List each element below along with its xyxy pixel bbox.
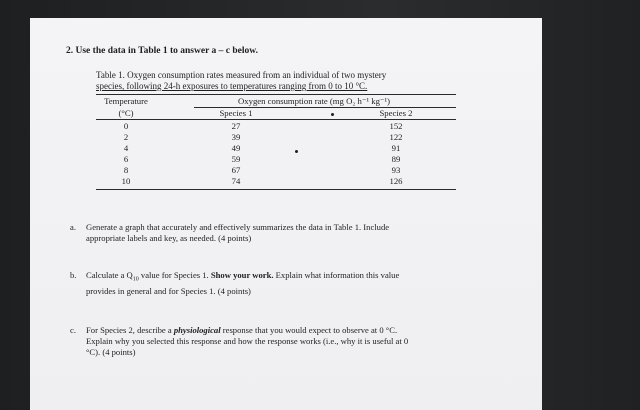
cell-species-2: 93 [391,165,401,175]
header-species-1: Species 1 [219,108,253,118]
cell-species-2: 122 [389,132,403,142]
part-b-pre: Calculate a Q [86,270,133,280]
part-b-mid: value for Species 1. [138,270,211,280]
part-b-post: Explain what information this value [273,270,400,280]
header-bottom-rule [96,119,456,120]
table-caption-line1: Table 1. Oxygen consumption rates measured from an individual of two mystery [96,70,387,80]
table-caption [96,70,456,92]
header-temperature-unit: (°C) [118,108,134,118]
part-c-label: c. [70,325,76,335]
header-temperature: Temperature [104,96,148,106]
header-species-2: Species 2 [379,108,413,118]
cell-species-2: 89 [391,154,401,164]
part-c-text [86,325,506,358]
table-top-rule [96,94,456,95]
cell-species-2: 126 [389,176,403,186]
part-c-line2: Explain why you selected this response and how the response works (i.e., why it is useful at 0 [86,336,409,346]
cell-temp: 10 [121,176,131,186]
cell-species-1: 27 [231,121,241,131]
part-b-line1 [86,270,506,286]
part-a-label: a. [70,222,76,232]
part-b-label: b. [70,270,77,280]
cell-species-2: 152 [389,121,403,131]
part-a-text [86,222,506,244]
cell-temp: 0 [123,121,129,131]
table-caption-line2: species, following 24-h exposures to temperatures ranging from 0 to 10 °C. [96,81,368,91]
part-b-bold: Show your work. [210,270,274,280]
part-a-line2: appropriate labels and key, as needed. (4 points) [86,233,252,243]
cell-temp: 2 [123,132,129,142]
cell-species-1: 67 [231,165,241,175]
cell-temp: 8 [123,165,129,175]
cell-species-1: 49 [231,143,241,153]
cell-species-1: 59 [231,154,241,164]
cell-species-1: 74 [231,176,241,186]
part-c-emphasis: physiological [173,325,221,335]
header-oxygen-rate: Oxygen consumption rate (mg O₂ h⁻¹ kg⁻¹) [237,96,391,106]
question-title: 2. Use the data in Table 1 to answer a – c below. [66,46,258,56]
cell-temp: 4 [123,143,129,153]
part-c-pre: For Species 2, describe a [86,325,174,335]
cell-temp: 6 [123,154,129,164]
part-c-line3: °C). (4 points) [86,347,136,357]
worksheet-page [30,18,542,410]
cell-species-1: 39 [231,132,241,142]
table-bottom-rule [96,189,456,190]
stray-mark [331,113,334,116]
q10-subscript: 10 [132,276,139,283]
part-c-line1 [86,325,506,336]
part-a-line1: Generate a graph that accurately and effectively summarizes the data in Table 1. Include [86,222,390,232]
part-c-post: response that you would expect to observe at 0 °C. [220,325,398,335]
part-b-line2: provides in general and for Species 1. (4 points) [86,285,251,296]
cell-species-2: 91 [391,143,401,153]
stray-mark [295,150,298,153]
part-b-text [86,270,506,297]
